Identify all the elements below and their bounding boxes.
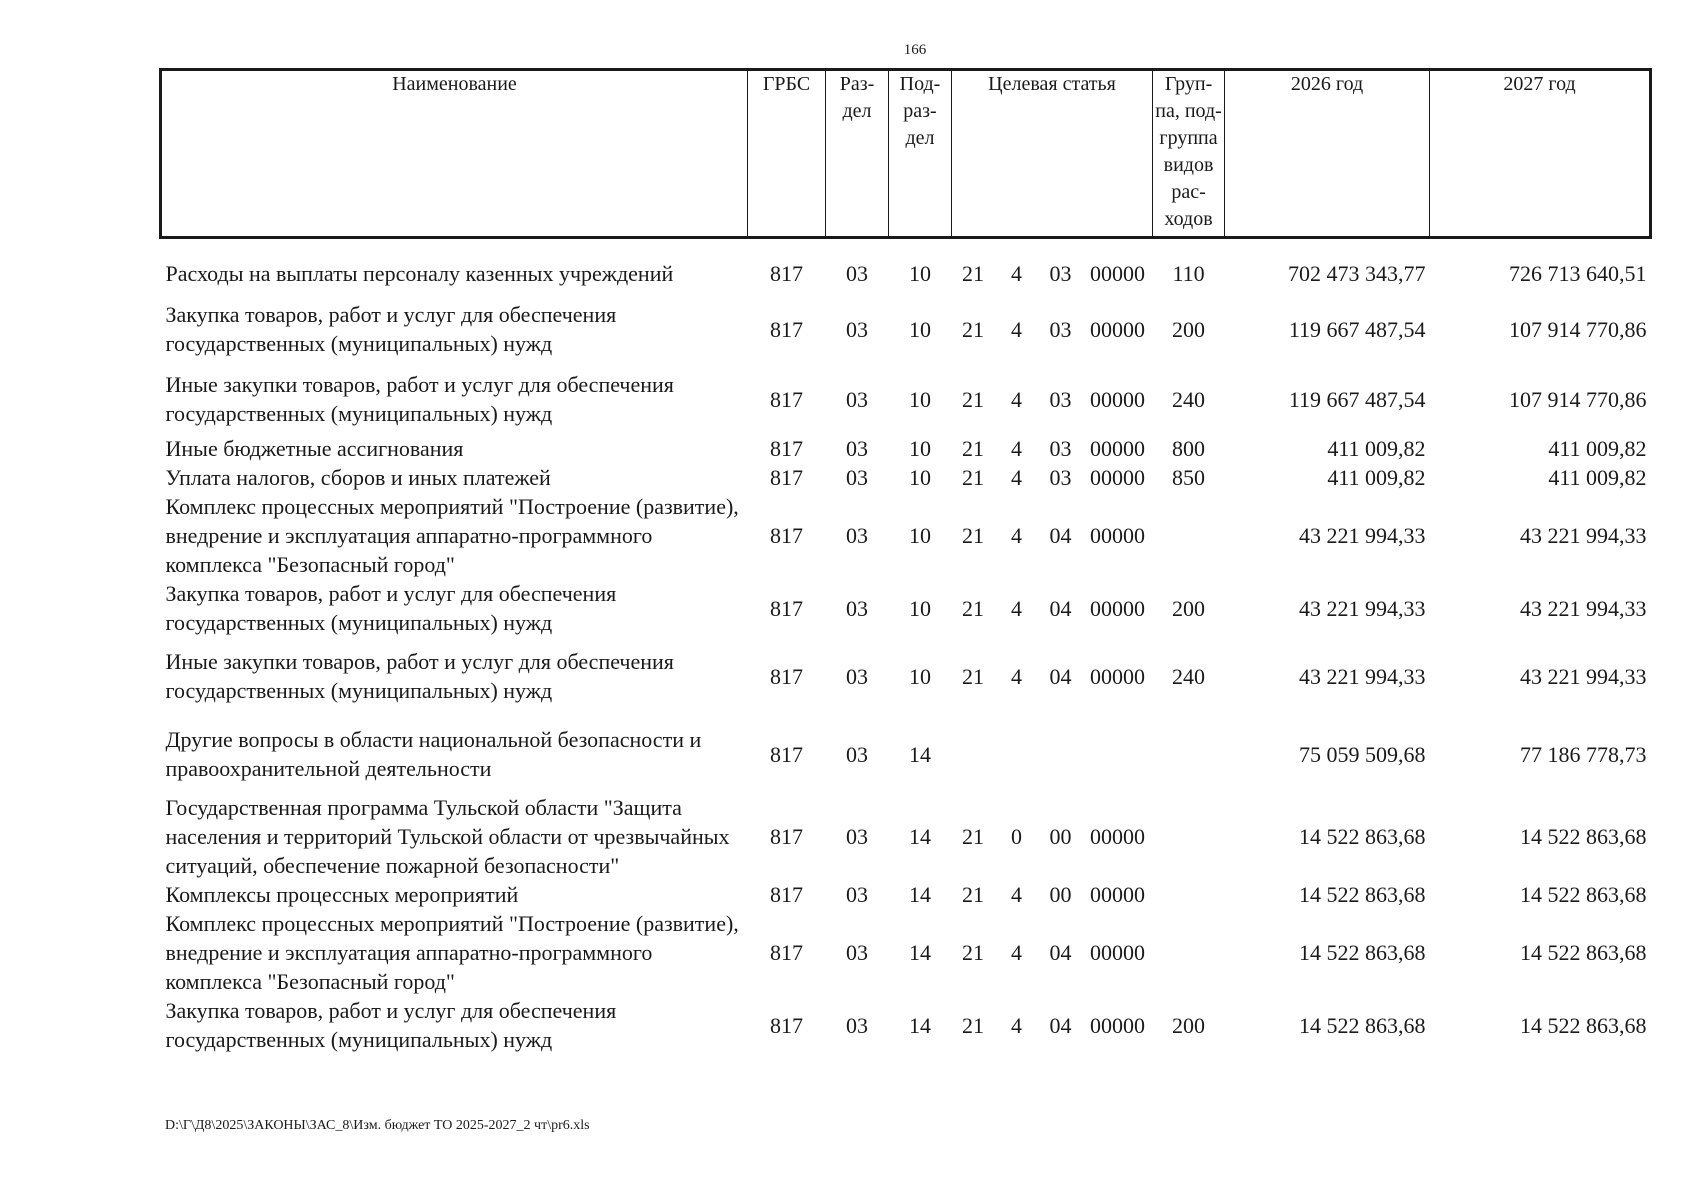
row-name: Комплекс процессных мероприятий "Построение (развитие), внедрение и эксплуатация аппаратно-программного комплекса "Безопасный город" [165, 494, 739, 577]
table-row [161, 364, 1651, 434]
row-target-event: 00 [1049, 824, 1072, 849]
row-podrazdel: 10 [909, 663, 931, 689]
spacer-row [161, 238, 1651, 254]
row-podrazdel: 10 [909, 523, 931, 548]
table-row [161, 579, 1651, 637]
row-target-direction: 00000 [1090, 261, 1146, 286]
table-row [161, 463, 1651, 492]
header-year-2027: 2027 год [1430, 70, 1651, 238]
row-razdel: 03 [846, 741, 868, 767]
row-target-program: 21 [962, 316, 984, 342]
row-amount-2027: 411 009,82 [1548, 436, 1647, 461]
row-target-type: 4 [1011, 663, 1022, 689]
row-target-type: 4 [1011, 882, 1022, 907]
row-target-event: 03 [1049, 316, 1072, 342]
table-row [161, 996, 1651, 1054]
row-name: Иные бюджетные ассигнования [165, 436, 464, 461]
row-amount-2027: 107 914 770,86 [1509, 316, 1647, 342]
row-group: 200 [1172, 595, 1206, 621]
row-razdel: 03 [846, 523, 868, 548]
row-group: 200 [1172, 316, 1206, 342]
row-target-event: 04 [1049, 663, 1072, 689]
row-amount-2026: 411 009,82 [1327, 436, 1426, 461]
table-row [161, 253, 1651, 294]
row-group [1153, 880, 1225, 909]
row-amount-2027: 43 221 994,33 [1520, 595, 1647, 621]
row-amount-2027: 77 186 778,73 [1520, 741, 1647, 767]
row-target-type: 4 [1011, 436, 1022, 461]
row-amount-2027: 107 914 770,86 [1509, 386, 1647, 412]
row-group: 240 [1172, 386, 1206, 412]
row-razdel: 03 [846, 663, 868, 689]
row-podrazdel: 14 [909, 824, 931, 849]
row-target-program: 21 [962, 595, 984, 621]
row-target-type: 4 [1011, 316, 1022, 342]
row-amount-2026: 702 473 343,77 [1288, 261, 1426, 286]
row-amount-2027: 726 713 640,51 [1509, 261, 1647, 286]
row-podrazdel: 10 [909, 316, 931, 342]
table-row [161, 637, 1651, 715]
table-row [161, 880, 1651, 909]
row-amount-2026: 43 221 994,33 [1299, 523, 1426, 548]
row-target-program: 21 [962, 523, 984, 548]
header-group-line: Груп- [1164, 73, 1213, 95]
row-target-direction: 00000 [1090, 824, 1146, 849]
row-target-program: 21 [962, 261, 984, 286]
row-grbs: 817 [770, 595, 803, 621]
table-row [161, 434, 1651, 463]
row-group: 110 [1172, 261, 1205, 286]
row-target-direction: 00000 [1090, 1012, 1146, 1038]
row-target-program: 21 [962, 436, 984, 461]
row-group: 800 [1172, 436, 1206, 461]
row-target-program [952, 715, 995, 793]
row-target-direction: 00000 [1090, 465, 1146, 490]
row-podrazdel: 14 [909, 940, 931, 965]
row-amount-2027: 14 522 863,68 [1520, 882, 1647, 907]
header-podrazdel-line: дел [905, 127, 935, 149]
row-group [1153, 793, 1225, 880]
row-amount-2027: 14 522 863,68 [1520, 940, 1647, 965]
row-name: Государственная программа Тульской области "Защита населения и территорий Тульской области от чрезвычайных ситуаций, обеспечение пожарной безопасности" [165, 795, 730, 878]
row-target-program: 21 [962, 386, 984, 412]
row-target-type: 4 [1011, 261, 1022, 286]
table-body [161, 238, 1651, 1055]
row-target-event: 03 [1049, 386, 1072, 412]
table-row [161, 492, 1651, 579]
row-amount-2027: 14 522 863,68 [1520, 1012, 1647, 1038]
table-row [161, 715, 1651, 793]
header-group [1153, 70, 1225, 238]
row-target-direction: 00000 [1090, 386, 1146, 412]
row-razdel: 03 [846, 465, 868, 490]
header-razdel [826, 70, 889, 238]
row-name: Комплексы процессных мероприятий [165, 882, 519, 907]
table-row [161, 294, 1651, 364]
row-grbs: 817 [770, 523, 803, 548]
header-razdel-line: дел [842, 100, 872, 122]
row-target-program: 21 [962, 663, 984, 689]
row-target-program: 21 [962, 940, 984, 965]
row-grbs: 817 [770, 741, 803, 767]
row-target-type: 0 [1011, 824, 1022, 849]
row-group: 200 [1172, 1012, 1206, 1038]
row-target-type [995, 715, 1039, 793]
row-amount-2026: 43 221 994,33 [1299, 663, 1426, 689]
row-grbs: 817 [770, 824, 803, 849]
header-podrazdel-line: Под- [899, 73, 941, 95]
row-target-event: 04 [1049, 595, 1072, 621]
row-grbs: 817 [770, 663, 803, 689]
row-group [1153, 715, 1225, 793]
row-amount-2027: 14 522 863,68 [1520, 824, 1647, 849]
row-target-event: 04 [1049, 1012, 1072, 1038]
row-amount-2026: 411 009,82 [1327, 465, 1426, 490]
row-podrazdel: 10 [909, 436, 931, 461]
row-podrazdel: 14 [909, 882, 931, 907]
row-grbs: 817 [770, 882, 803, 907]
footer-file-path: D:\Г\Д8\2025\ЗАКОНЫ\ЗАС_8\Изм. бюджет ТО 2025-2027_2 чт\pr6.xls [165, 1118, 590, 1133]
spacer-cell [161, 238, 1651, 254]
row-amount-2026: 75 059 509,68 [1299, 741, 1426, 767]
row-target-type: 4 [1011, 465, 1022, 490]
row-target-direction: 00000 [1090, 595, 1146, 621]
row-amount-2027: 411 009,82 [1548, 465, 1647, 490]
row-amount-2026: 119 667 487,54 [1288, 316, 1426, 342]
row-amount-2027: 43 221 994,33 [1520, 663, 1647, 689]
row-razdel: 03 [846, 882, 868, 907]
row-razdel: 03 [846, 940, 868, 965]
row-grbs: 817 [770, 1012, 803, 1038]
row-grbs: 817 [770, 386, 803, 412]
row-target-event: 04 [1049, 523, 1072, 548]
row-name: Другие вопросы в области национальной безопасности и правоохранительной деятельности [165, 727, 702, 781]
row-amount-2026: 43 221 994,33 [1299, 595, 1426, 621]
row-target-program: 21 [962, 1012, 984, 1038]
row-razdel: 03 [846, 436, 868, 461]
row-name: Закупка товаров, работ и услуг для обеспечения государственных (муниципальных) нужд [165, 998, 617, 1052]
row-group [1153, 909, 1225, 996]
row-name: Закупка товаров, работ и услуг для обеспечения государственных (муниципальных) нужд [165, 302, 617, 356]
row-podrazdel: 10 [909, 386, 931, 412]
header-group-line: рас- [1171, 181, 1206, 203]
header-podrazdel [889, 70, 952, 238]
row-grbs: 817 [770, 465, 803, 490]
table-row [161, 909, 1651, 996]
row-grbs: 817 [770, 436, 803, 461]
header-group-line: видов [1163, 154, 1214, 176]
row-amount-2026: 14 522 863,68 [1299, 1012, 1426, 1038]
row-target-type: 4 [1011, 523, 1022, 548]
row-group: 240 [1172, 663, 1206, 689]
row-target-event: 04 [1049, 940, 1072, 965]
row-amount-2026: 14 522 863,68 [1299, 882, 1426, 907]
header-year-2026: 2026 год [1225, 70, 1430, 238]
row-group [1153, 492, 1225, 579]
row-target-direction: 00000 [1090, 663, 1146, 689]
row-target-type: 4 [1011, 1012, 1022, 1038]
row-group: 850 [1172, 465, 1206, 490]
row-razdel: 03 [846, 386, 868, 412]
row-podrazdel: 10 [909, 261, 931, 286]
row-podrazdel: 10 [909, 595, 931, 621]
row-target-direction: 00000 [1090, 316, 1146, 342]
row-target-program: 21 [962, 824, 984, 849]
row-target-event: 00 [1049, 882, 1072, 907]
row-target-direction: 00000 [1090, 436, 1146, 461]
row-name: Комплекс процессных мероприятий "Построение (развитие), внедрение и эксплуатация аппаратно-программного комплекса "Безопасный город" [165, 911, 739, 994]
row-razdel: 03 [846, 595, 868, 621]
row-name: Иные закупки товаров, работ и услуг для обеспечения государственных (муниципальных) нужд [165, 649, 674, 703]
row-target-type: 4 [1011, 940, 1022, 965]
row-target-type: 4 [1011, 386, 1022, 412]
header-target: Целевая статья [952, 70, 1153, 238]
row-target-event: 03 [1049, 261, 1072, 286]
row-target-direction: 00000 [1090, 940, 1146, 965]
budget-table [159, 68, 1652, 1054]
header-group-line: па, под- [1155, 100, 1222, 122]
row-amount-2026: 14 522 863,68 [1299, 824, 1426, 849]
header-group-line: ходов [1164, 208, 1213, 230]
row-target-direction: 00000 [1090, 523, 1146, 548]
header-grbs: ГРБС [748, 70, 826, 238]
row-amount-2026: 14 522 863,68 [1299, 940, 1426, 965]
table-header-row [161, 70, 1651, 238]
row-razdel: 03 [846, 316, 868, 342]
row-target-event: 03 [1049, 465, 1072, 490]
row-podrazdel: 10 [909, 465, 931, 490]
row-podrazdel: 14 [909, 1012, 931, 1038]
row-name: Иные закупки товаров, работ и услуг для обеспечения государственных (муниципальных) нужд [165, 372, 674, 426]
table-row [161, 793, 1651, 880]
row-podrazdel: 14 [909, 741, 931, 767]
row-target-direction [1083, 715, 1153, 793]
row-target-program: 21 [962, 465, 984, 490]
header-name: Наименование [161, 70, 748, 238]
row-grbs: 817 [770, 316, 803, 342]
row-razdel: 03 [846, 1012, 868, 1038]
row-grbs: 817 [770, 940, 803, 965]
row-target-event: 03 [1049, 436, 1072, 461]
row-grbs: 817 [770, 261, 803, 286]
row-name: Уплата налогов, сборов и иных платежей [165, 465, 551, 490]
row-name: Закупка товаров, работ и услуг для обеспечения государственных (муниципальных) нужд [165, 581, 617, 635]
row-target-direction: 00000 [1090, 882, 1146, 907]
row-target-program: 21 [962, 882, 984, 907]
header-podrazdel-line: раз- [903, 100, 937, 122]
header-group-line: группа [1159, 127, 1218, 149]
row-target-type: 4 [1011, 595, 1022, 621]
row-razdel: 03 [846, 824, 868, 849]
page-number: 166 [903, 42, 927, 58]
row-amount-2026: 119 667 487,54 [1288, 386, 1426, 412]
row-name: Расходы на выплаты персоналу казенных учреждений [165, 261, 674, 286]
row-amount-2027: 43 221 994,33 [1520, 523, 1647, 548]
row-target-event [1039, 715, 1083, 793]
header-razdel-line: Раз- [839, 73, 875, 95]
row-razdel: 03 [846, 261, 868, 286]
